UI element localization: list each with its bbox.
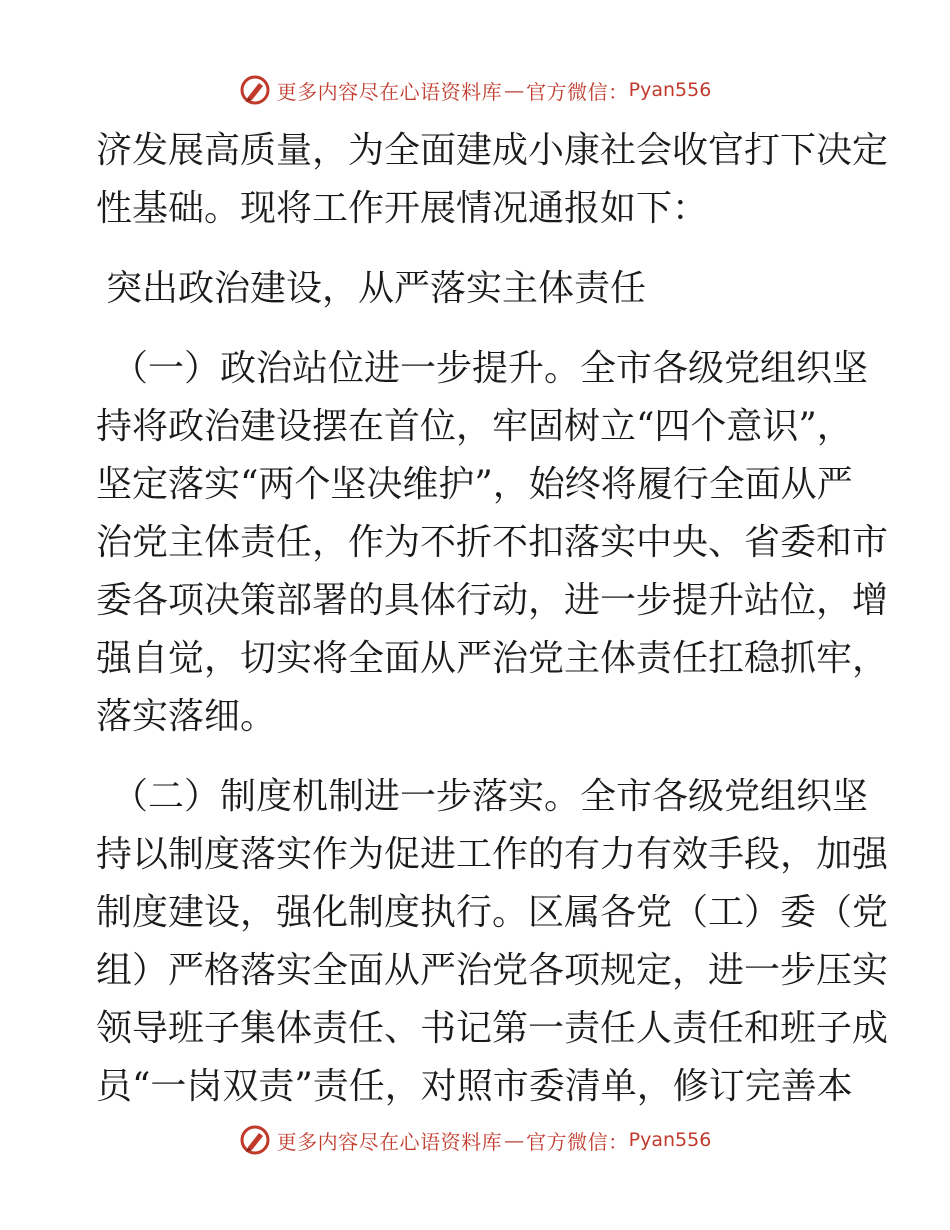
text-line: （一）政治站位进一步提升。全市各级党组织坚	[112, 348, 869, 389]
watermark-text: 更多内容尽在心语资料库	[276, 79, 503, 104]
watermark-label: 官方微信：	[526, 1129, 629, 1154]
pen-logo-icon	[239, 74, 271, 106]
text-line: 落实落细。	[96, 696, 277, 737]
header-watermark	[0, 70, 950, 110]
watermark-label: 官方微信：	[526, 79, 629, 104]
watermark-wechat-id: Pyan556	[628, 79, 712, 101]
watermark-separator: —	[504, 78, 525, 102]
text-line: 持以制度落实作为促进工作的有力有效手段，加强	[96, 834, 889, 875]
text-line: 员“一岗双责”责任，对照市委清单，修订完善本	[96, 1066, 853, 1107]
text-line: 强自觉，切实将全面从严治党主体责任扛稳抓牢，	[96, 638, 889, 679]
watermark-text: 更多内容尽在心语资料库	[276, 1129, 503, 1154]
section-heading: 突出政治建设，从严落实主体责任	[106, 268, 647, 309]
text-line: 委各项决策部署的具体行动，进一步提升站位，增	[96, 580, 889, 621]
text-line: 性基础。现将工作开展情况通报如下：	[96, 188, 709, 229]
watermark-wechat-id: Pyan556	[628, 1129, 712, 1151]
pen-logo-icon	[239, 1124, 271, 1156]
text-line: 济发展高质量，为全面建成小康社会收官打下决定	[96, 130, 889, 171]
document-body	[96, 122, 889, 1116]
text-line: （二）制度机制进一步落实。全市各级党组织坚	[112, 776, 869, 817]
text-line: 制度建设，强化制度执行。区属各党（工）委（党	[96, 892, 889, 933]
watermark-separator: —	[504, 1128, 525, 1152]
footer-watermark	[0, 1120, 950, 1160]
text-line: 持将政治建设摆在首位，牢固树立“四个意识”，	[96, 406, 853, 447]
text-line: 治党主体责任，作为不折不扣落实中央、省委和市	[96, 522, 889, 563]
text-line: 坚定落实“两个坚决维护”，始终将履行全面从严	[96, 464, 853, 505]
text-line: 领导班子集体责任、书记第一责任人责任和班子成	[96, 1008, 889, 1049]
text-line: 组）严格落实全面从严治党各项规定，进一步压实	[96, 950, 889, 991]
